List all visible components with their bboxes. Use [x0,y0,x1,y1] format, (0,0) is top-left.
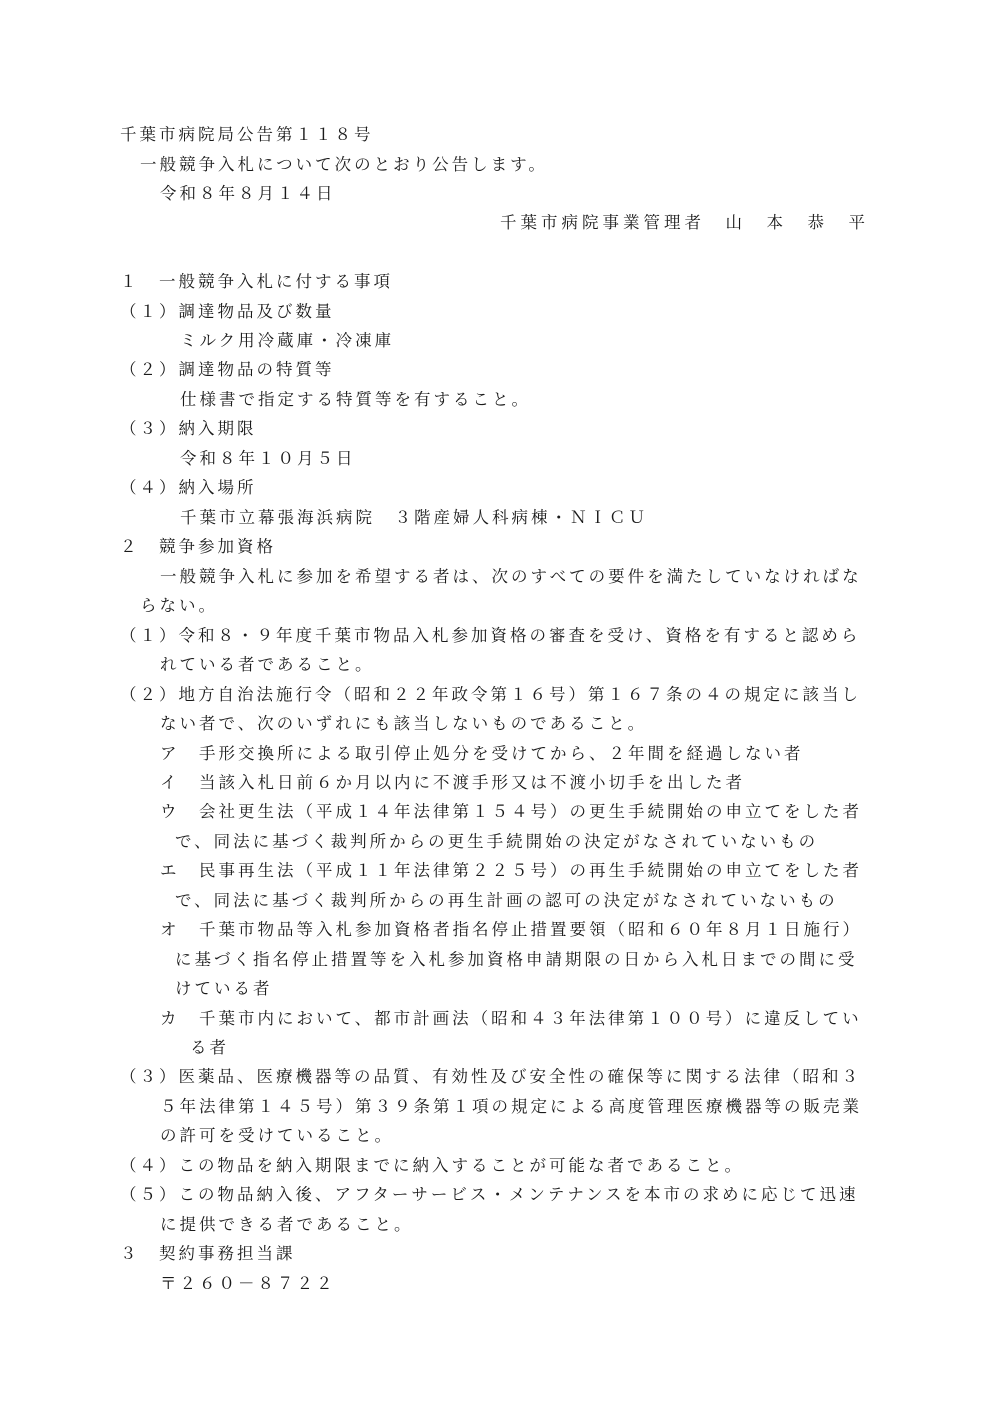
section2-sub-u-line2: で、同法に基づく裁判所からの更生手続開始の決定がなされていないもの [175,832,819,851]
section2-item4: （４）この物品を納入期限までに納入することが可能な者であること。 [120,1156,744,1175]
section1-item1-body: ミルク用冷蔵庫・冷凍庫 [180,331,395,350]
section2-item3-line2: ５年法律第１４５号）第３９条第１項の規定による高度管理医療機器等の販売業 [160,1097,862,1116]
section2-sub-o-line1: オ 千葉市物品等入札参加資格者指名停止措置要領（昭和６０年８月１日施行） [160,920,862,939]
section1-item4-label: （４）納入場所 [120,478,257,497]
section2-sub-e-line2: で、同法に基づく裁判所からの再生計画の認可の決定がなされていないもの [175,891,838,910]
section2-intro-line2: らない。 [140,596,218,615]
section1-item2-body: 仕様書で指定する特質等を有すること。 [180,390,531,409]
section2-item5-line1: （５）この物品納入後、アフターサービス・メンテナンスを本市の求めに応じて迅速 [120,1185,859,1204]
section3-postal-code: 〒２６０－８７２２ [160,1274,336,1293]
section2-item1-line2: れている者であること。 [160,655,375,674]
section2-sub-ka-line2: る者 [190,1038,229,1057]
section2-sub-a: ア 手形交換所による取引停止処分を受けてから、２年間を経過しない者 [160,744,804,763]
notice-date: 令和８年８月１４日 [160,184,336,203]
section1-heading: １ 一般競争入札に付する事項 [120,272,393,291]
section2-item3-line1: （３）医薬品、医療機器等の品質、有効性及び安全性の確保等に関する法律（昭和３ [120,1067,861,1086]
section1-item1-label: （１）調達物品及び数量 [120,302,335,321]
section2-item5-line2: に提供できる者であること。 [160,1215,414,1234]
section2-sub-o-line3: けている者 [175,979,273,998]
section2-sub-ka-line1: カ 千葉市内において、都市計画法（昭和４３年法律第１００号）に違反してい [160,1009,862,1028]
issuer-name: 千葉市病院事業管理者 山 本 恭 平 [500,213,869,232]
notice-intro: 一般競争入札について次のとおり公告します。 [140,155,548,174]
section2-item3-line3: の許可を受けていること。 [160,1126,394,1145]
notice-number: 千葉市病院局公告第１１８号 [120,125,374,144]
section2-sub-i: イ 当該入札日前６か月以内に不渡手形又は不渡小切手を出した者 [160,773,745,792]
section2-item1-line1: （１）令和８・９年度千葉市物品入札参加資格の審査を受け、資格を有すると認めら [120,626,861,645]
section2-item2-line2: ない者で、次のいずれにも該当しないものであること。 [160,714,648,733]
section1-item3-body: 令和８年１０月５日 [180,449,356,468]
section2-sub-u-line1: ウ 会社更生法（平成１４年法律第１５４号）の更生手続開始の申立てをした者 [160,802,862,821]
section2-heading: ２ 競争参加資格 [120,537,276,556]
section1-item3-label: （３）納入期限 [120,419,257,438]
section2-sub-e-line1: エ 民事再生法（平成１１年法律第２２５号）の再生手続開始の申立てをした者 [160,861,862,880]
section2-intro-line1: 一般競争入札に参加を希望する者は、次のすべての要件を満たしていなければな [160,567,862,586]
section2-item2-line1: （２）地方自治法施行令（昭和２２年政令第１６号）第１６７条の４の規定に該当し [120,685,861,704]
section1-item4-body: 千葉市立幕張海浜病院 ３階産婦人科病棟・ＮＩＣＵ [180,508,648,527]
section3-heading: ３ 契約事務担当課 [120,1244,296,1263]
section1-item2-label: （２）調達物品の特質等 [120,360,335,379]
section2-sub-o-line2: に基づく指名停止措置等を入札参加資格申請期限の日から入札日までの間に受 [175,950,858,969]
